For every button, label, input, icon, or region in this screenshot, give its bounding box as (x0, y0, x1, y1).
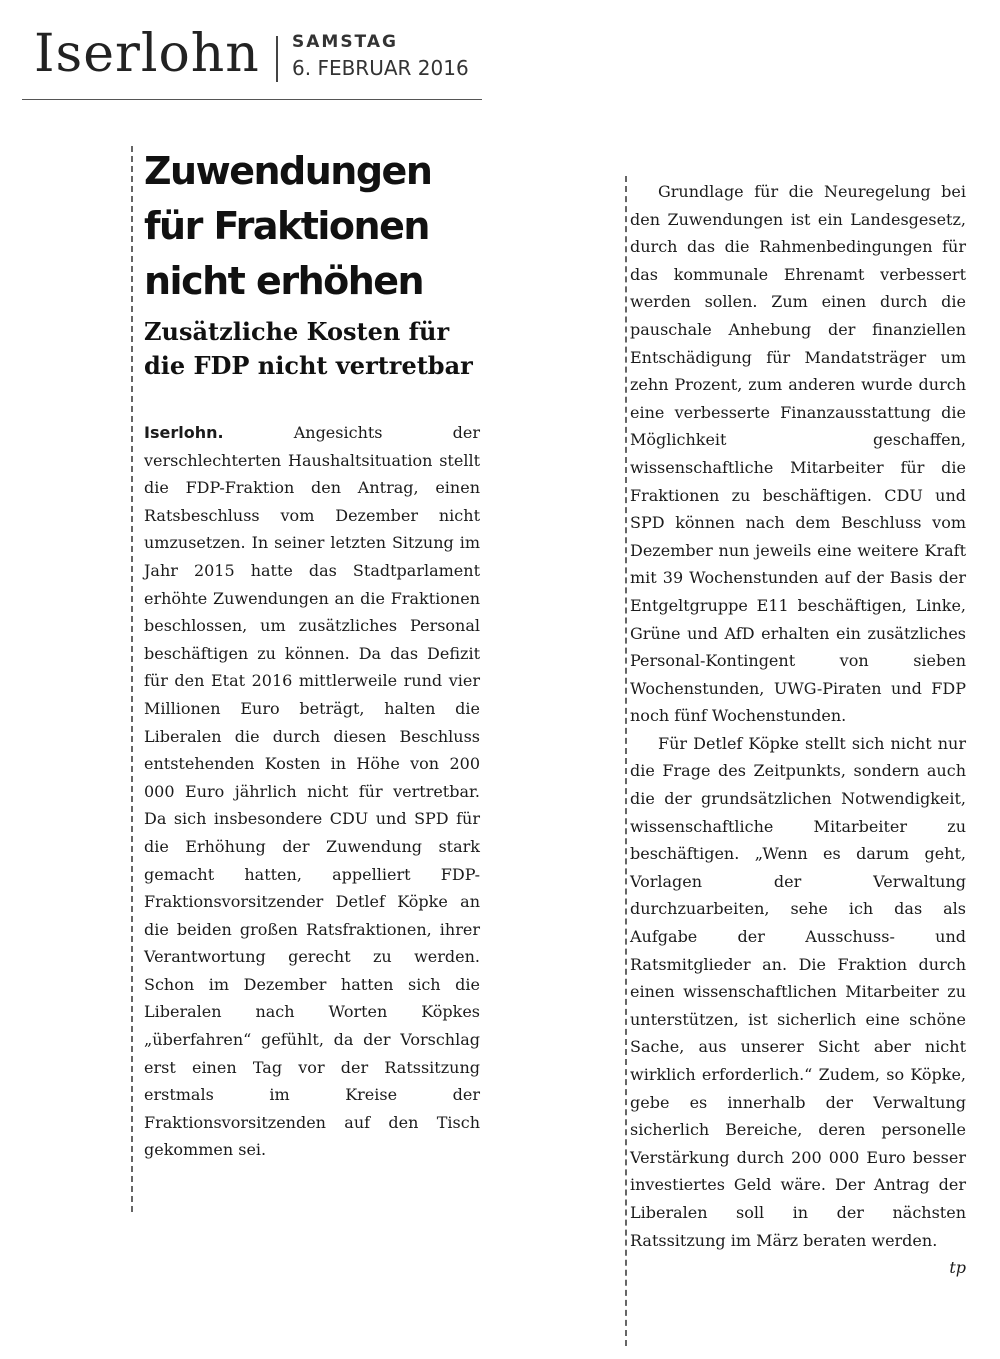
masthead-date: 6. FEBRUAR 2016 (292, 56, 469, 80)
masthead-separator (276, 36, 278, 82)
article-left-column (144, 144, 480, 1164)
right-column-rule (625, 176, 627, 1346)
article-paragraph-1 (144, 419, 480, 1164)
article-dateline: Iserlohn. (144, 423, 224, 442)
article-paragraph-2: Grundlage für die Neuregelung bei den Zuwendungen ist ein Landesgesetz, durch das die Rahmenbedingungen für das kommunale Ehrenamt verbessert werden sollen. Zum einen durch die pauschale Anhebung der finanziellen Entschädigung für Mandatsträger um zehn Prozent, zum anderen wurde durch eine verbesserte Finanzausstattung die Möglichkeit geschaffen, wissenschaftliche Mitarbeiter für die Fraktionen zu beschäftigen. CDU und SPD können nach dem Beschluss vom Dezember nun jeweils eine weitere Kraft mit 39 Wochenstunden auf der Basis der Entgeltgruppe E11 beschäftigen, Linke, Grüne und AfD erhalten ein zusätzliches Personal-Kontingent von sieben Wochenstunden, UWG-Piraten und FDP noch fünf Wochenstunden. (630, 182, 966, 726)
left-column-rule (131, 146, 133, 1212)
article-author: tp (949, 1258, 966, 1278)
masthead-day: SAMSTAG (292, 32, 398, 52)
article-headline: Zuwendungen für Fraktionen nicht erhöhen (144, 149, 432, 303)
article-right-column (630, 178, 966, 1282)
masthead-city: Iserlohn (34, 24, 260, 84)
article-subheadline: Zusätzliche Kosten für die FDP nicht vertretbar (144, 317, 473, 380)
article-paragraph-1-text: Angesichts der verschlechterten Haushaltsituation stellt die FDP-Fraktion den Antrag, einen Ratsbeschluss vom Dezember nicht umzusetzen. In seiner letzten Sitzung im Jahr 2015 hatte das Stadtparlament erhöhte Zuwendungen an die Fraktionen beschlossen, um zusätzliches Personal beschäftigen zu können. Da das Defizit für den Etat 2016 mittlerweile rund vier Millionen Euro beträgt, halten die Liberalen die durch diesen Beschluss entstehenden Kosten in Höhe von 200 000 Euro jährlich nicht für vertretbar. Da sich insbesondere CDU und SPD für die Erhöhung der Zuwendung stark gemacht hatten, appelliert FDP-Fraktionsvorsitzender Detlef Köpke an die beiden großen Ratsfraktionen, ihrer Verantwortung gerecht zu werden. Schon im Dezember hatten sich die Liberalen nach Worten Köpkes „überfahren“ gefühlt, da der Vorschlag erst einen Tag vor der Ratssitzung erstmals im Kreise der Fraktionsvorsitzenden auf den Tisch gekommen sei. (144, 423, 480, 1160)
masthead-rule (22, 99, 482, 100)
article-paragraph-3 (630, 730, 966, 1278)
article-paragraph-3-text: Für Detlef Köpke stellt sich nicht nur die Frage des Zeitpunkts, sondern auch die der grundsätzlichen Notwendigkeit, wissenschaftliche Mitarbeiter zu beschäftigen. „Wenn es darum geht, Vorlagen der Verwaltung durchzuarbeiten, sehe ich das als Aufgabe der Ausschuss- und Ratsmitglieder an. Die Fraktion durch einen wissenschaftlichen Mitarbeiter zu unterstützen, ist sicherlich eine schöne Sache, aus unserer Sicht aber nicht wirklich erforderlich.“ Zudem, so Köpke, gebe es innerhalb der Verwaltung sicherlich Bereiche, deren personelle Verstärkung durch 200 000 Euro besser investiertes Geld wäre. Der Antrag der Liberalen soll in der nächsten Ratssitzung im März beraten werden. (630, 733, 966, 1250)
